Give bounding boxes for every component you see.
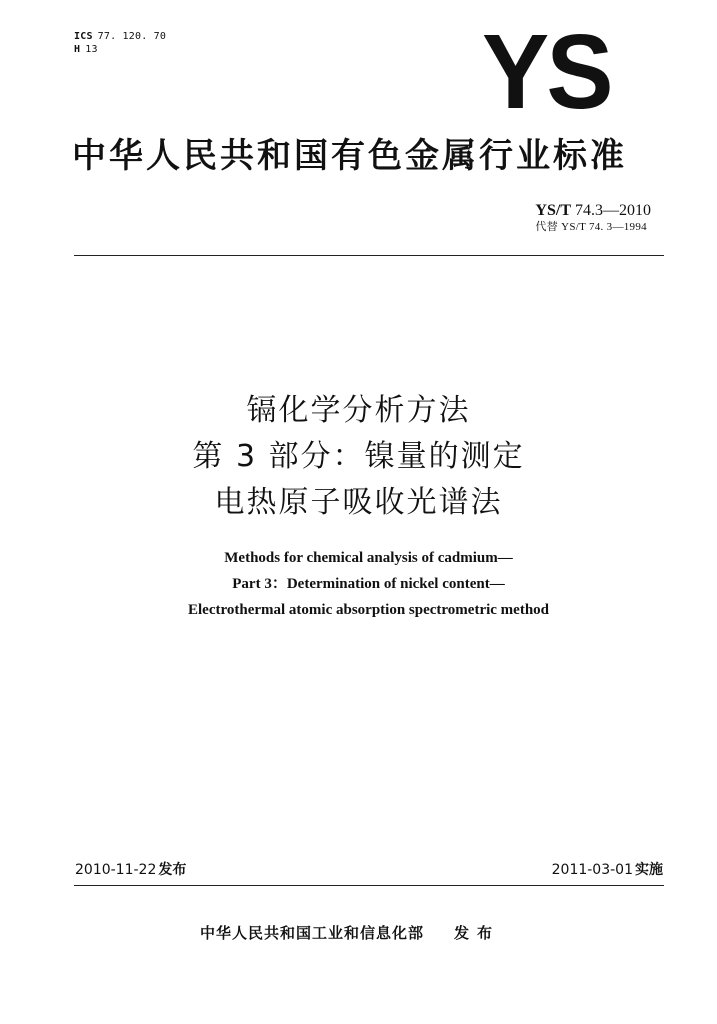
standard-number: [535, 201, 651, 220]
header-title: 中华人民共和国有色金属行业标准: [72, 136, 627, 176]
publisher: [200, 922, 500, 944]
ys-logo: YS: [482, 13, 611, 131]
english-title-line-2: Part 3：Determination of nickel content—: [232, 576, 505, 592]
chinese-title: [0, 388, 717, 526]
issue-date-label: 发布: [158, 862, 187, 878]
issue-date-value: 2010-11-22: [75, 862, 157, 878]
classification-codes: [74, 30, 166, 56]
bottom-divider: [74, 885, 664, 886]
ccs-code: [74, 43, 166, 56]
standard-number-prefix: YS/T: [535, 202, 571, 219]
publisher-action: 发布: [454, 924, 501, 942]
ics-value: 77. 120. 70: [97, 31, 167, 42]
implementation-date-value: 2011-03-01: [551, 862, 633, 878]
english-title-line-1: Methods for chemical analysis of cadmium—: [224, 550, 513, 566]
english-title-line-3: Electrothermal atomic absorption spectrometric method: [187, 602, 550, 618]
publisher-name: 中华人民共和国工业和信息化部: [200, 924, 425, 942]
ics-code: [74, 30, 166, 43]
implementation-date-label: 实施: [635, 862, 663, 878]
chinese-title-line-3: 电热原子吸收光谱法: [214, 485, 503, 520]
english-title: [0, 545, 717, 623]
chinese-title-line-2: 第 3 部分：镍量的测定: [192, 439, 525, 474]
issue-date: [75, 860, 186, 880]
ics-tag: ICS: [74, 31, 93, 42]
top-divider: [74, 255, 664, 256]
replaces-standard: 代替 YS/T 74. 3—1994: [535, 221, 647, 233]
standard-number-block: [535, 201, 651, 234]
chinese-title-line-1: 镉化学分析方法: [246, 393, 471, 428]
ccs-tag: H: [74, 44, 81, 55]
implementation-date: [552, 860, 663, 880]
standard-number-value: 74.3—2010: [575, 202, 651, 219]
ccs-value: 13: [85, 44, 98, 55]
